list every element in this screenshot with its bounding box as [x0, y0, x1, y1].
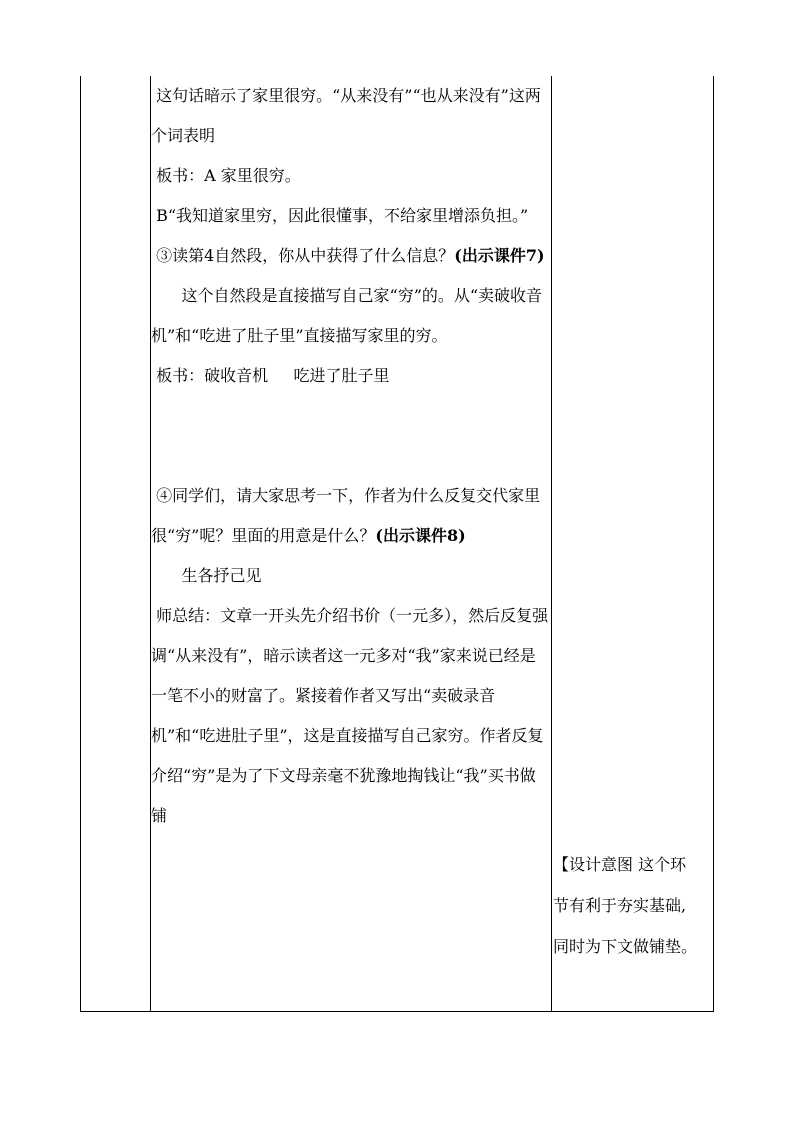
table-border-left [80, 76, 81, 1012]
question-4-text: ④同学们，请大家思考一下，作者为什么反复交代家里很“穷”呢？里面的用意是什么？ [151, 486, 541, 545]
design-intent-line-3: 同时为下文做铺垫。 [553, 937, 698, 956]
blackboard-note-b: B“我知道家里穷，因此很懂事，不给家里增添负担。” [151, 206, 529, 225]
design-intent-line-1: 【设计意图 这个环 [553, 855, 687, 874]
courseware-ref-8: (出示课件8) [375, 526, 466, 545]
teacher-summary: 师总结：文章一开头先介绍书价（一元多），然后反复强调“从来没有”，暗示读者这一元多对“我”家来说已经是一笔不小的财富了。紧接着作者又写出“卖破录音机”和“吃进肚子里”，这是直接描写自己家穷。作者反复介绍“穷”是为了下文母亲毫不犹豫地掏钱让“我”买书做铺 [151, 606, 549, 825]
table-border-right [713, 76, 714, 1012]
blackboard-note-c: 板书：破收音机 吃进了肚子里 [151, 366, 390, 385]
design-intent-line-2: 节有利于夯实基础, [553, 896, 687, 915]
paragraph-description: 这个自然段是直接描写自己家“穷”的。从“卖破收音机”和“吃进了肚子里”直接描写家里的穷。 [151, 286, 543, 345]
table-border-bottom [80, 1011, 714, 1012]
courseware-ref-7: (出示课件7) [454, 246, 545, 265]
design-intent-cell [553, 844, 713, 967]
question-3-text: ③读第4自然段，你从中获得了什么信息？ [151, 246, 455, 265]
question-4 [151, 476, 550, 556]
question-3 [151, 236, 550, 276]
table-border-col2 [551, 76, 552, 1012]
blank-space [151, 396, 550, 476]
blackboard-note-a: 板书：A 家里很穷。 [151, 166, 301, 185]
student-response: 生各抒己见 [151, 566, 262, 585]
paragraph-analysis: 这句话暗示了家里很穷。“从来没有”“也从来没有”这两个词表明 [151, 86, 541, 145]
teaching-process-cell [151, 76, 550, 836]
